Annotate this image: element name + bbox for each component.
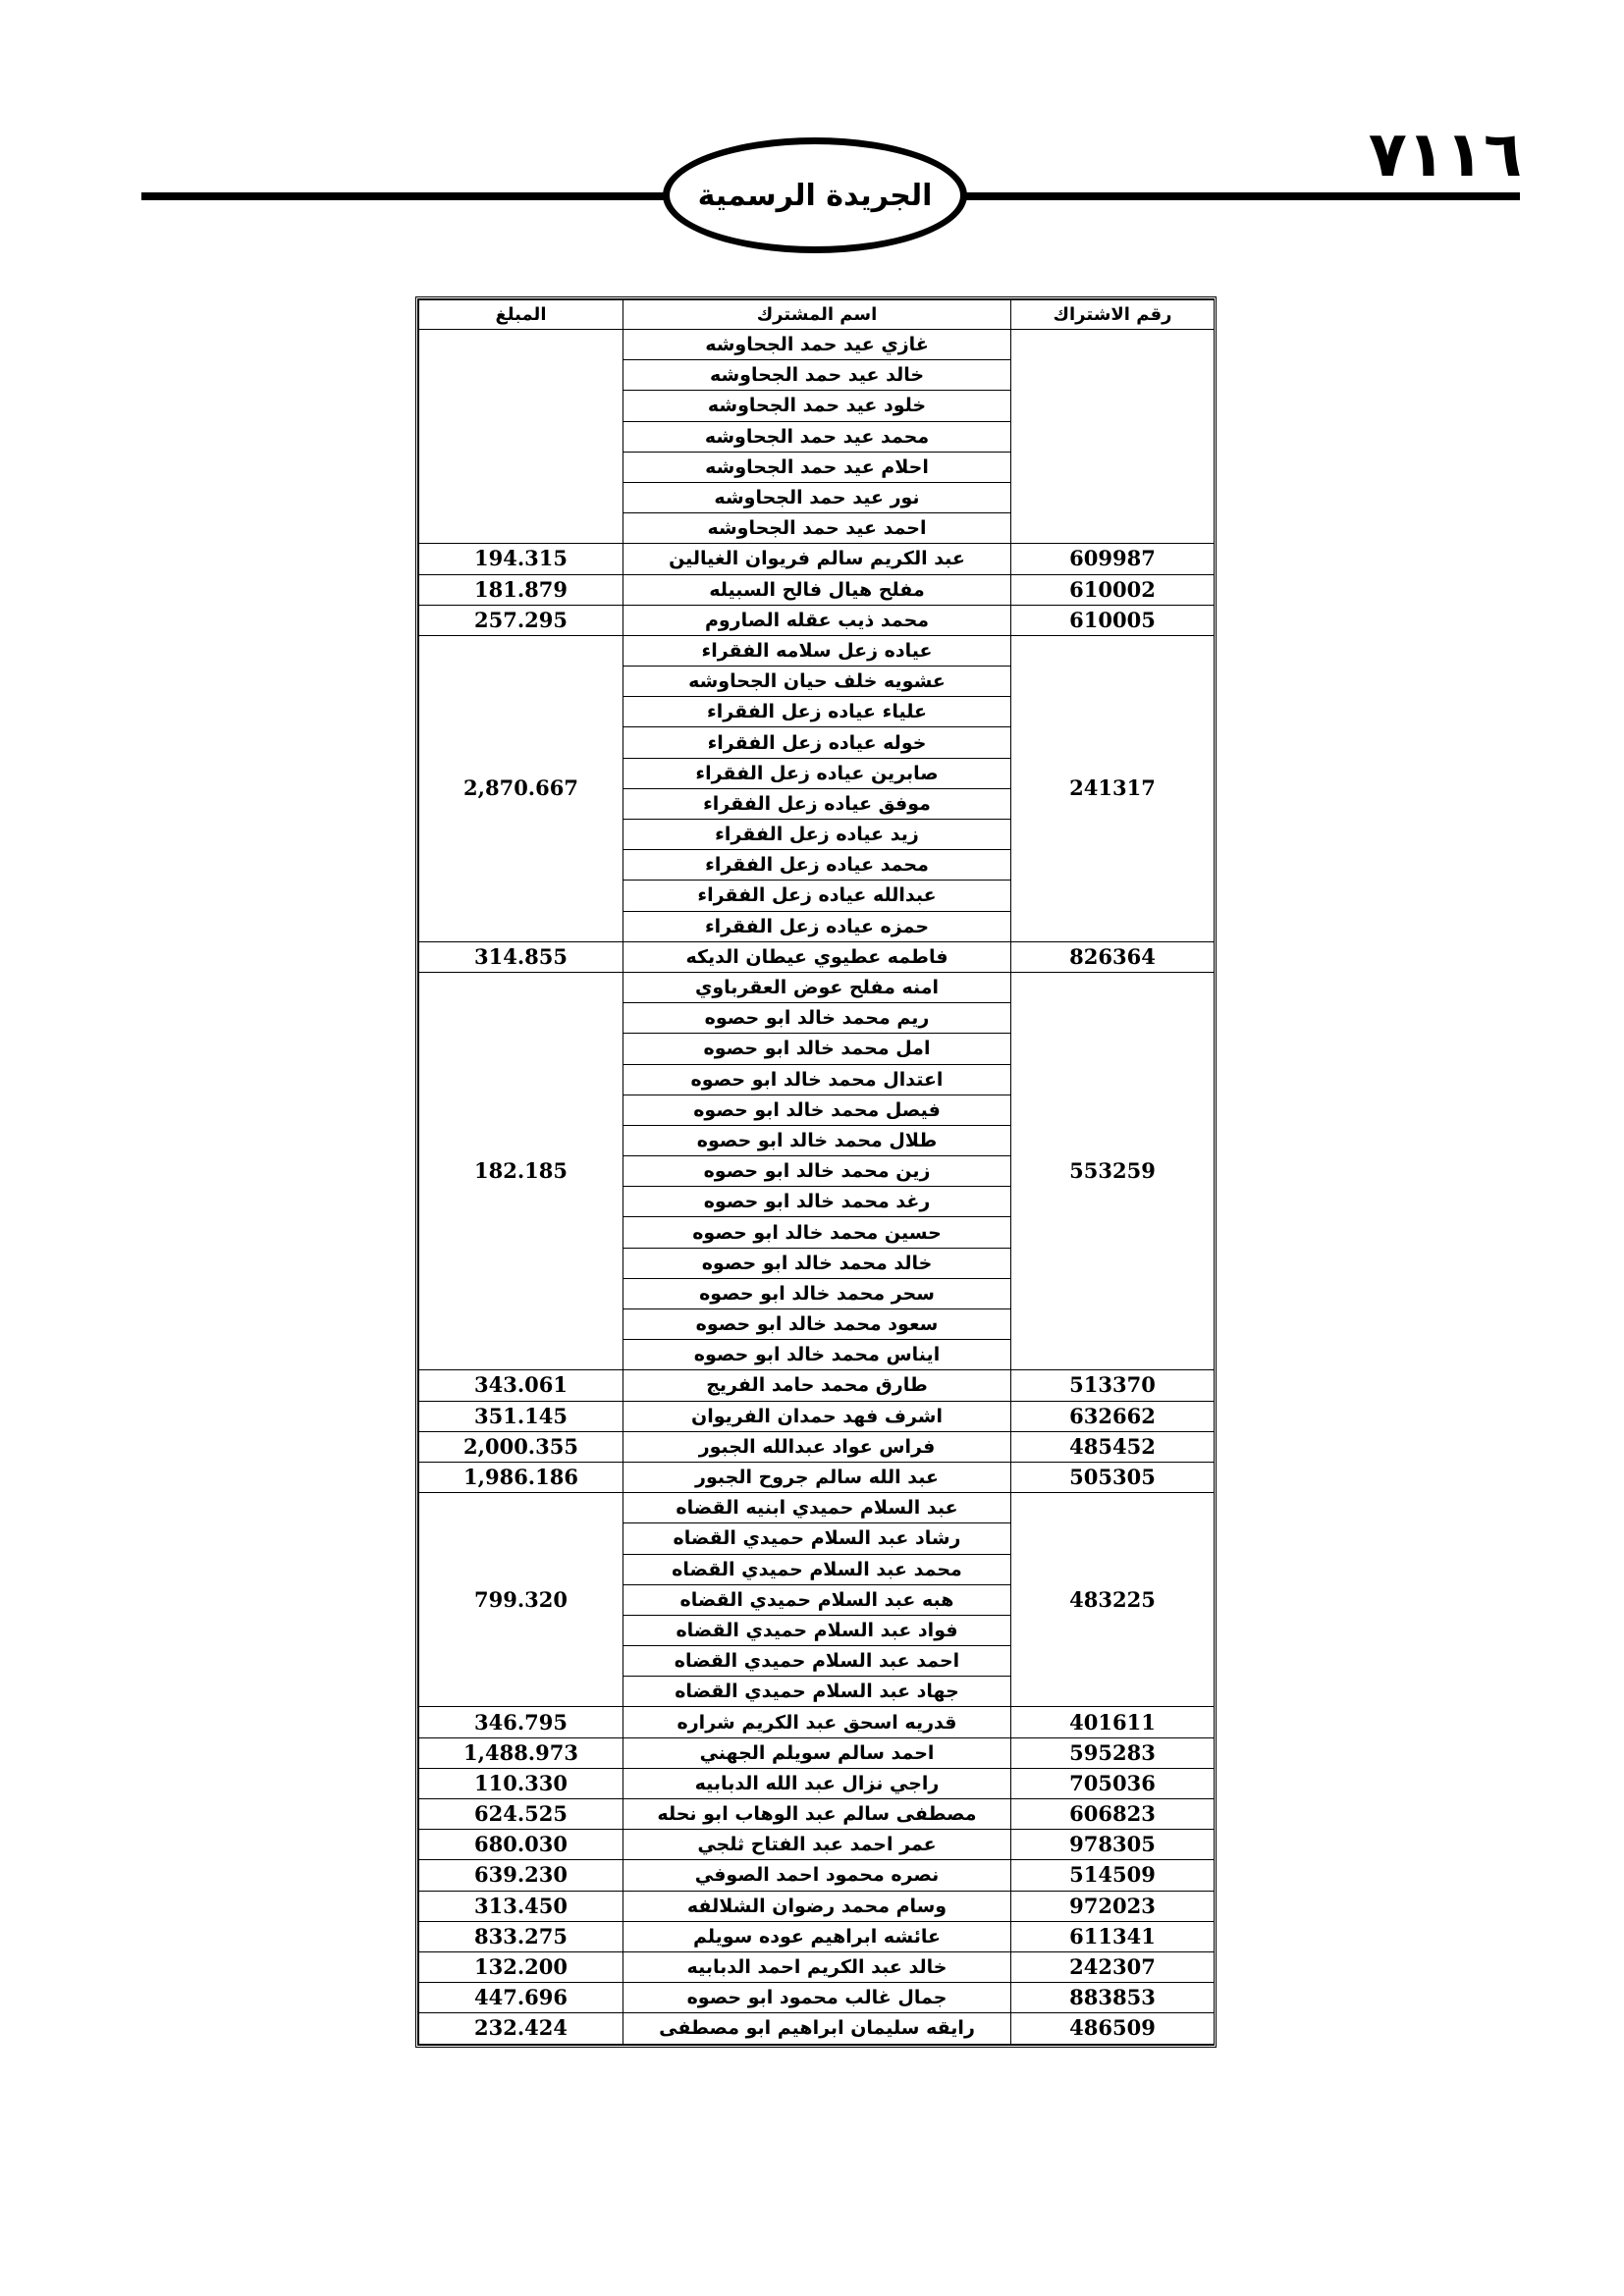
subscriber-name: امنه مفلح عوض العقرباوي [623,972,1011,1002]
subscription-number: 972023 [1011,1891,1215,1921]
amount: 680.030 [419,1830,623,1860]
subscriber-name: حسين محمد خالد ابو حصوه [623,1217,1011,1248]
subscriber-name: نصره محمود احمد الصوفي [623,1860,1011,1891]
amount: 343.061 [419,1370,623,1401]
amount: 346.795 [419,1707,623,1737]
subscriber-name: خلود عيد حمد الجحاوشه [623,391,1011,421]
subscriber-name: خالد عبد الكريم احمد الدبابيه [623,1951,1011,1982]
subscriber-name: هبه عبد السلام حميدي القضاه [623,1584,1011,1615]
header-title: الجريدة الرسمية [697,178,933,213]
header-name: اسم المشترك [623,300,1011,330]
subscription-number: 553259 [1011,972,1215,1369]
subscriber-name: غازي عيد حمد الجحاوشه [623,330,1011,360]
amount: 181.879 [419,574,623,605]
amount: 833.275 [419,1921,623,1951]
page-number: ٧١١٦ [1368,119,1522,191]
table-row [419,1431,1215,1462]
subscriber-name: احمد عيد حمد الجحاوشه [623,513,1011,544]
subscription-number: 401611 [1011,1707,1215,1737]
subscriber-name: فيصل محمد خالد ابو حصوه [623,1095,1011,1125]
amount: 799.320 [419,1493,623,1707]
table-body [419,330,1215,2045]
table-row [419,941,1215,972]
subscription-number: 826364 [1011,941,1215,972]
amount: 110.330 [419,1768,623,1798]
subscriber-name: محمد عياده زعل الفقراء [623,850,1011,881]
subscriber-name: عبدالله عياده زعل الفقراء [623,881,1011,911]
subscriber-name: صابرين عياده زعل الفقراء [623,758,1011,788]
subscriber-name: اعتدال محمد خالد ابو حصوه [623,1064,1011,1095]
subscriber-name: طلال محمد خالد ابو حصوه [623,1125,1011,1155]
subscriber-name: عشويه خلف حيان الجحاوشه [623,667,1011,697]
table-row [419,1707,1215,1737]
subscribers-table-frame [415,296,1217,2048]
subscriber-name: سعود محمد خالد ابو حصوه [623,1309,1011,1340]
subscriber-name: علياء عياده زعل الفقراء [623,697,1011,727]
amount: 1,986.186 [419,1462,623,1492]
subscription-number: 514509 [1011,1860,1215,1891]
subscriber-name: محمد عيد حمد الجحاوشه [623,421,1011,452]
subscription-number: 595283 [1011,1737,1215,1768]
subscriber-name: وسام محمد رضوان الشلالفه [623,1891,1011,1921]
amount: 314.855 [419,941,623,972]
subscriber-name: عبد الله سالم جروح الجبور [623,1462,1011,1492]
subscriber-name: احمد عبد السلام حميدي القضاه [623,1646,1011,1677]
subscription-number: 978305 [1011,1830,1215,1860]
subscription-number: 483225 [1011,1493,1215,1707]
subscriber-name: فراس عواد عبدالله الجبور [623,1431,1011,1462]
table-row [419,1951,1215,1982]
table-row [419,1370,1215,1401]
amount: 447.696 [419,1983,623,2013]
amount: 182.185 [419,972,623,1369]
subscriber-name: عائشه ابراهيم عوده سويلم [623,1921,1011,1951]
subscriber-name: فاطمه عطيوي عيطان الديكه [623,941,1011,972]
subscriber-name: خالد عيد حمد الجحاوشه [623,360,1011,391]
table-row [419,635,1215,666]
subscriber-name: محمد ذيب عقله الصاروم [623,605,1011,635]
table-row [419,1860,1215,1891]
amount: 1,488.973 [419,1737,623,1768]
subscription-number: 609987 [1011,544,1215,574]
table-row [419,1493,1215,1523]
amount [419,330,623,544]
subscription-number: 486509 [1011,2013,1215,2044]
table-row [419,330,1215,360]
amount: 624.525 [419,1799,623,1830]
subscriber-name: رايقه سليمان ابراهيم ابو مصطفى [623,2013,1011,2044]
table-row [419,1830,1215,1860]
amount: 313.450 [419,1891,623,1921]
table-row [419,2013,1215,2044]
header-title-oval [663,137,967,253]
table-row [419,574,1215,605]
subscriber-name: رغد محمد خالد ابو حصوه [623,1187,1011,1217]
amount: 2,000.355 [419,1431,623,1462]
subscriber-name: راجي نزال عبد الله الدبابيه [623,1768,1011,1798]
table-row [419,1983,1215,2013]
subscriber-name: عبد السلام حميدي ابنيه القضاه [623,1493,1011,1523]
table-row [419,1401,1215,1431]
subscriber-name: جمال غالب محمود ابو حصوه [623,1983,1011,2013]
table-row [419,1737,1215,1768]
table-row [419,972,1215,1002]
amount: 257.295 [419,605,623,635]
subscribers-table [418,299,1215,2045]
subscriber-name: مفلح هيال فالح السبيله [623,574,1011,605]
table-row [419,605,1215,635]
subscriber-name: حمزه عياده زعل الفقراء [623,911,1011,941]
table-header-row [419,300,1215,330]
subscription-number: 610005 [1011,605,1215,635]
subscription-number: 606823 [1011,1799,1215,1830]
subscriber-name: امل محمد خالد ابو حصوه [623,1034,1011,1064]
table-row [419,1799,1215,1830]
subscriber-name: رشاد عبد السلام حميدي القضاه [623,1523,1011,1554]
subscriber-name: ايناس محمد خالد ابو حصوه [623,1340,1011,1370]
subscription-number: 611341 [1011,1921,1215,1951]
subscription-number: 883853 [1011,1983,1215,2013]
subscriber-name: سحر محمد خالد ابو حصوه [623,1278,1011,1308]
table-row [419,1921,1215,1951]
subscriber-name: قدريه اسحق عبد الكريم شراره [623,1707,1011,1737]
amount: 639.230 [419,1860,623,1891]
subscriber-name: فواد عبد السلام حميدي القضاه [623,1615,1011,1645]
subscriber-name: اشرف فهد حمدان الفريوان [623,1401,1011,1431]
amount: 232.424 [419,2013,623,2044]
table-row [419,1768,1215,1798]
amount: 132.200 [419,1951,623,1982]
header-subscription: رقم الاشتراك [1011,300,1215,330]
header-amount: المبلغ [419,300,623,330]
table-row [419,544,1215,574]
table-row [419,1891,1215,1921]
amount: 2,870.667 [419,635,623,941]
subscriber-name: احمد سالم سويلم الجهني [623,1737,1011,1768]
subscription-number [1011,330,1215,544]
subscriber-name: خوله عياده زعل الفقراء [623,727,1011,758]
subscriber-name: موفق عياده زعل الفقراء [623,788,1011,819]
subscriber-name: زين محمد خالد ابو حصوه [623,1156,1011,1187]
subscriber-name: عمر احمد عبد الفتاح ثلجي [623,1830,1011,1860]
subscription-number: 513370 [1011,1370,1215,1401]
subscription-number: 610002 [1011,574,1215,605]
amount: 194.315 [419,544,623,574]
subscriber-name: زيد عياده زعل الفقراء [623,820,1011,850]
subscriber-name: خالد محمد خالد ابو حصوه [623,1248,1011,1278]
amount: 351.145 [419,1401,623,1431]
subscriber-name: محمد عبد السلام حميدي القضاه [623,1554,1011,1584]
subscriber-name: نور عيد حمد الجحاوشه [623,482,1011,512]
subscription-number: 505305 [1011,1462,1215,1492]
subscription-number: 485452 [1011,1431,1215,1462]
subscription-number: 241317 [1011,635,1215,941]
subscriber-name: ريم محمد خالد ابو حصوه [623,1003,1011,1034]
subscription-number: 242307 [1011,1951,1215,1982]
table-row [419,1462,1215,1492]
subscriber-name: عياده زعل سلامه الفقراء [623,635,1011,666]
subscriber-name: مصطفى سالم عبد الوهاب ابو نحله [623,1799,1011,1830]
subscription-number: 632662 [1011,1401,1215,1431]
subscriber-name: طارق محمد حامد الفريج [623,1370,1011,1401]
subscriber-name: عبد الكريم سالم فريوان الغيالين [623,544,1011,574]
subscriber-name: احلام عيد حمد الجحاوشه [623,452,1011,482]
subscription-number: 705036 [1011,1768,1215,1798]
subscriber-name: جهاد عبد السلام حميدي القضاه [623,1677,1011,1707]
